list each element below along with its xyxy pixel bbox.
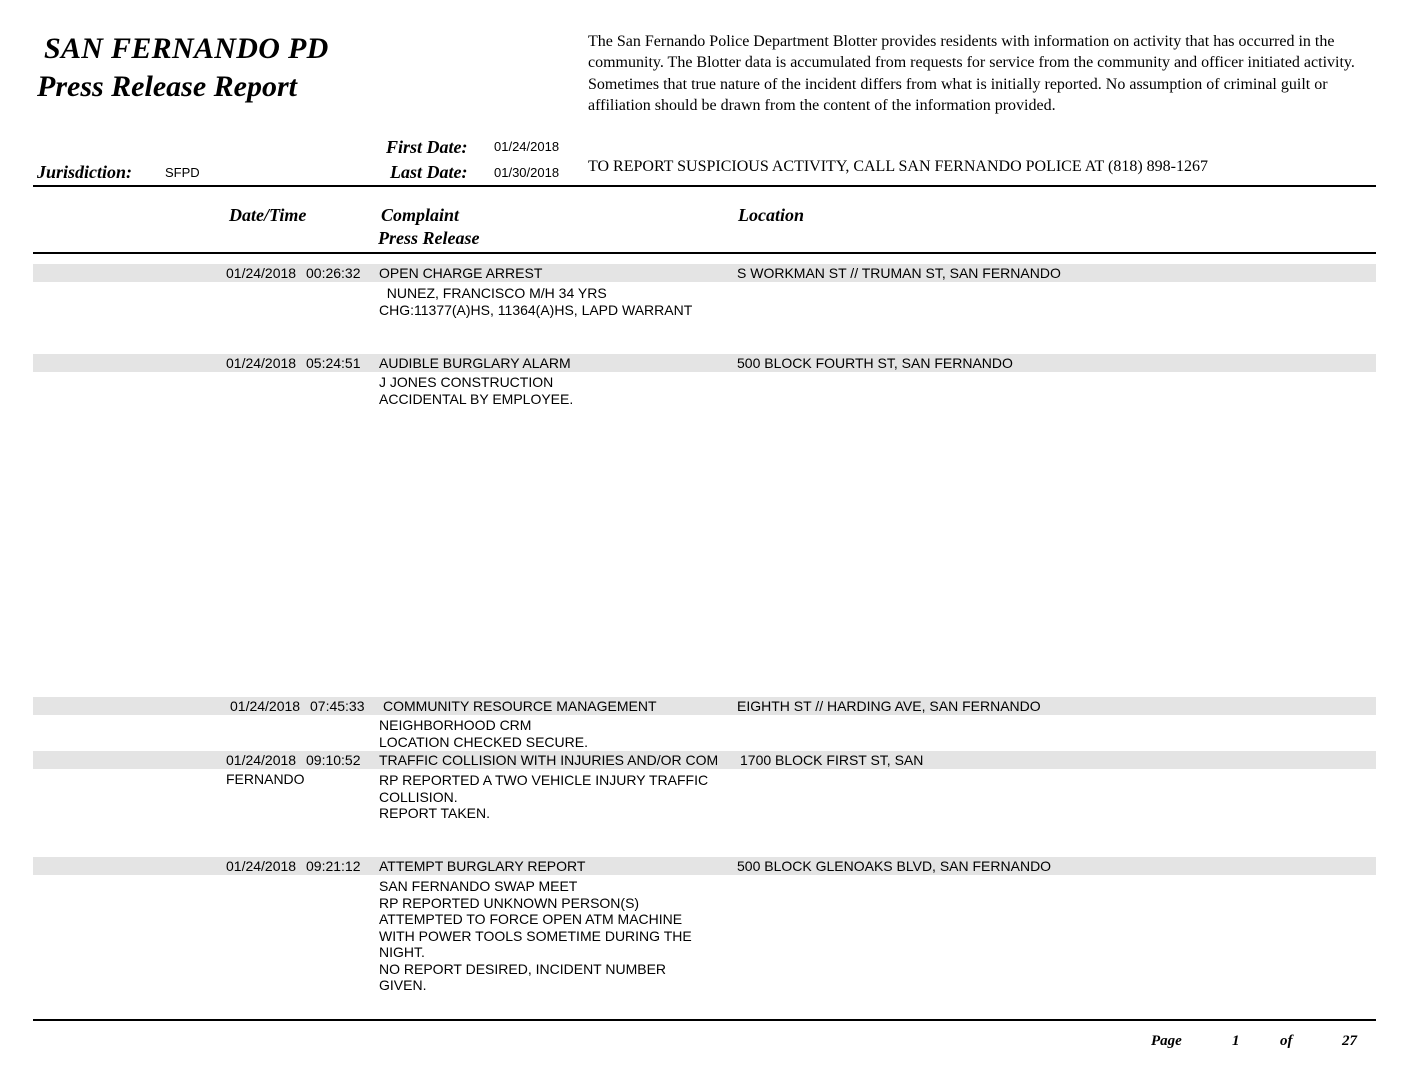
of-label: of <box>1280 1033 1293 1049</box>
entry-press-release: J JONES CONSTRUCTION ACCIDENTAL BY EMPLOYEE. <box>379 374 574 407</box>
entry-date: 01/24/2018 <box>226 355 297 371</box>
jurisdiction-label: Jurisdiction: <box>37 162 133 182</box>
entry-press-release: NUNEZ, FRANCISCO M/H 34 YRS CHG:11377(A)HS, 11364(A)HS, LAPD WARRANT <box>379 285 693 318</box>
entry-location: 500 BLOCK GLENOAKS BLVD, SAN FERNANDO <box>737 858 1052 874</box>
entry-location: S WORKMAN ST // TRUMAN ST, SAN FERNANDO <box>737 265 1061 281</box>
entry-time: 09:10:52 <box>306 752 361 768</box>
last-date-label: Last Date: <box>390 162 468 182</box>
first-date-label: First Date: <box>386 137 468 157</box>
entry-press-release: NEIGHBORHOOD CRM LOCATION CHECKED SECURE. <box>379 717 588 750</box>
entry-location-overflow: FERNANDO <box>226 771 305 787</box>
entry-complaint: ATTEMPT BURGLARY REPORT <box>379 858 586 874</box>
entry-time: 07:45:33 <box>310 698 365 714</box>
column-header-rule <box>33 252 1376 254</box>
entry-location: 500 BLOCK FOURTH ST, SAN FERNANDO <box>737 355 1013 371</box>
entry-press-release: RP REPORTED A TWO VEHICLE INJURY TRAFFIC COLLISION. REPORT TAKEN. <box>379 772 709 821</box>
jurisdiction-value: SFPD <box>165 165 200 180</box>
entry-complaint: TRAFFIC COLLISION WITH INJURIES AND/OR COM <box>379 752 719 768</box>
footer-rule <box>33 1019 1376 1021</box>
entry-time: 05:24:51 <box>306 355 361 371</box>
entry-complaint: AUDIBLE BURGLARY ALARM <box>379 355 571 371</box>
entry-time: 00:26:32 <box>306 265 361 281</box>
column-header-datetime: Date/Time <box>229 205 307 225</box>
agency-name: SAN FERNANDO PD <box>44 32 329 65</box>
first-date-value: 01/24/2018 <box>494 139 560 154</box>
column-header-location: Location <box>738 205 804 225</box>
entry-date: 01/24/2018 <box>226 265 297 281</box>
report-notice: TO REPORT SUSPICIOUS ACTIVITY, CALL SAN FERNANDO POLICE AT (818) 898-1267 <box>588 158 1208 175</box>
entry-complaint: COMMUNITY RESOURCE MANAGEMENT <box>383 698 657 714</box>
report-title: Press Release Report <box>37 70 297 103</box>
entry-complaint: OPEN CHARGE ARREST <box>379 265 543 281</box>
entry-date: 01/24/2018 <box>226 858 297 874</box>
last-date-value: 01/30/2018 <box>494 165 560 180</box>
header-rule <box>33 185 1376 187</box>
entry-date: 01/24/2018 <box>226 752 297 768</box>
entry-press-release: SAN FERNANDO SWAP MEET RP REPORTED UNKNOWN PERSON(S) ATTEMPTED TO FORCE OPEN ATM MACHINE WITH POWER TOOLS SOMETIME DURING THE NIGHT. NO REPORT DESIRED, INCIDENT NUMBER GIVEN. <box>379 878 692 993</box>
entry-location: EIGHTH ST // HARDING AVE, SAN FERNANDO <box>737 698 1041 714</box>
entry-date: 01/24/2018 <box>230 698 301 714</box>
entry-location: 1700 BLOCK FIRST ST, SAN <box>740 752 924 768</box>
page-label: Page <box>1151 1033 1182 1049</box>
column-header-complaint: Complaint <box>381 205 460 225</box>
blotter-disclaimer: The San Fernando Police Department Blotter provides residents with information on activity that has occurred in the community. The Blotter data is accumulated from requests for service from the community and officer initiated activity. Sometimes that true nature of the incident differs from what is initially reported. No assumption of criminal guilt or affiliation should be drawn from the content of the information provided. <box>588 33 1355 114</box>
entry-time: 09:21:12 <box>306 858 361 874</box>
page-total: 27 <box>1342 1033 1357 1049</box>
page-number: 1 <box>1232 1033 1240 1049</box>
column-header-press-release: Press Release <box>378 228 480 248</box>
